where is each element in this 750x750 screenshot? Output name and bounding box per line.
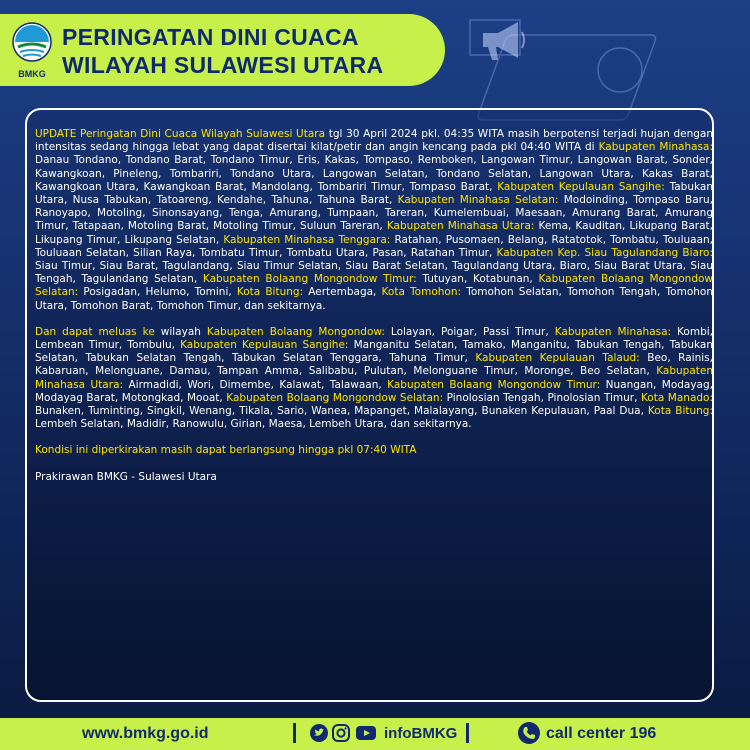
page-title <box>62 23 383 79</box>
region-label: Kota Manado: <box>640 391 714 404</box>
region-label: Kota Bitung: <box>647 405 713 418</box>
district-list: Nuangan, Modayag, Modayag Barat, Motongkad, Mooat, <box>35 378 713 404</box>
instagram-icon[interactable] <box>332 724 350 742</box>
district-list: Tutuyan, Kotabunan, <box>416 273 539 286</box>
region-label: UPDATE Peringatan Dini Cuaca Wilayah Sulawesi Utara <box>35 128 326 140</box>
warning-paragraph-1 <box>35 128 713 313</box>
footer-separator <box>466 723 469 743</box>
phone-icon <box>518 722 540 744</box>
megaphone-icon <box>478 18 528 63</box>
district-list: Kema, Kauditan, Likupang Barat, Likupang Timur, Likupang Selatan, <box>35 220 713 246</box>
region-label: Kabupaten Kepulauan Talaud: <box>475 352 640 365</box>
footer-bar <box>0 718 750 750</box>
district-list: Tomohon Selatan, Tomohon Tengah, Tomohon Utara, Tomohon Barat, Tomohon Timur, dan sekitarnya. <box>35 286 713 312</box>
district-list: Bunaken, Tuminting, Singkil, Wenang, Tikala, Sario, Wanea, Mapanget, Malalayang, Bunaken Kepulauan, Paal Dua, <box>35 405 648 418</box>
region-label: Kabupaten Minahasa Utara: <box>386 220 535 233</box>
region-label: Kabupaten Kep. Siau Tagulandang Biaro: <box>496 246 713 259</box>
region-label: Kota Tomohon: <box>381 286 462 299</box>
region-label: Kabupaten Minahasa: <box>598 141 713 154</box>
district-list: Beo, Rainis, Kabaruan, Melonguane, Damau, Tampan Amma, Salibabu, Pulutan, Melonguane Timur, Moronge, Beo Selatan, <box>35 352 713 378</box>
region-label: Kabupaten Kepulauan Sangihe: <box>180 339 349 352</box>
district-list: Ratahan, Pusomaen, Belang, Ratatotok, Tombatu, Touluaan, Touluaan Selatan, Silian Raya, Tombatu Timur, Tombatu Utara, Pasan, Ratahan Timur, <box>35 233 713 259</box>
region-label: Kabupaten Bolaang Mongondow Selatan: <box>226 391 444 404</box>
district-list: Manganitu Selatan, Tamako, Manganitu, Tabukan Tengah, Tabukan Selatan, Tabukan Selatan Tengah, Tabukan Selatan Tenggara, Tahuna Timur, <box>35 339 714 365</box>
social-handle[interactable]: infoBMKG <box>384 725 458 742</box>
title-line-2: WILAYAH SULAWESI UTARA <box>62 52 384 78</box>
region-label: Kota Bitung: <box>236 286 304 299</box>
condition-text: Kondisi ini diperkirakan masih dapat berlangsung hingga pkl 07:40 WITA <box>35 444 417 457</box>
district-list: Kombi, Lembean Timur, Tombulu, <box>35 325 713 352</box>
district-list: Lembeh Selatan, Madidir, Ranowulu, Girian, Maesa, Lembeh Utara, dan sekitarnya. <box>35 418 472 431</box>
youtube-icon[interactable] <box>355 724 377 742</box>
footer-separator <box>293 723 296 743</box>
district-list: Aertembaga, <box>303 286 382 299</box>
region-label: Kabupaten Kepulauan Sangihe: <box>497 180 665 193</box>
website-link[interactable]: www.bmkg.go.id <box>82 725 209 742</box>
header-banner <box>0 14 445 86</box>
bmkg-logo <box>12 22 52 74</box>
district-list: Danau Tondano, Tondano Barat, Tondano Timur, Eris, Kakas, Tompaso, Remboken, Langowan Timur, Langowan Barat, Sonder, Kawangkoan, Pineleng, Tombariri, Tondano Utara, Langowan Selatan, Tondano Selatan, Langowan Utara, Kakas Barat, Kawangkoan Utara, Kawangkoan Barat, Mandolang, Tombariri Timur, Tompaso Barat, <box>35 154 713 193</box>
district-list: wilayah <box>154 325 207 338</box>
region-label: Kabupaten Bolaang Mongondow Selatan: <box>35 273 714 299</box>
district-list: Pinolosian Tengah, Pinolosian Timur, <box>443 391 641 404</box>
district-list: Lolayan, Poigar, Passi Timur, <box>384 325 555 338</box>
region-label: Kabupaten Minahasa Selatan: <box>397 194 559 207</box>
logo-text: BMKG <box>18 69 46 79</box>
district-list: Airmadidi, Wori, Dimembe, Kalawat, Talawaan, <box>123 378 388 391</box>
district-list: tgl 30 April 2024 pkl. 04:35 WITA masih berpotensi terjadi hujan dengan intensitas sedang hingga lebat yang dapat disertai kilat/petir dan angin kencang pada pkl 04:40 WITA di <box>35 128 713 154</box>
region-label: Kabupaten Bolaang Mongondow Timur: <box>202 273 417 286</box>
title-line-1: PERINGATAN DINI CUACA <box>62 24 359 50</box>
region-label: Kabupaten Minahasa: <box>554 325 672 338</box>
warning-content <box>35 128 713 497</box>
district-list: Posigadan, Helumo, Tomini, <box>78 286 237 299</box>
warning-paragraph-2 <box>35 326 713 432</box>
region-label: Dan dapat meluas ke <box>35 325 155 338</box>
district-list: Modoinding, Tompaso Baru, Ranoyapo, Motoling, Sinonsayang, Tenga, Amurang, Tumpaan, Tareran, Kumelembuai, Maesaan, Amurang Barat, Amurang Timur, Tatapaan, Motoling Barat, Motoling Timur, Suluun Tareran, <box>35 194 713 233</box>
region-label: Kabupaten Bolaang Mongondow Timur: <box>387 378 601 391</box>
twitter-icon[interactable] <box>310 724 328 742</box>
district-list: Siau Timur, Siau Barat, Tagulandang, Siau Timur Selatan, Siau Barat Selatan, Tagulandang Utara, Biaro, Siau Barat Utara, Siau Tengah, Tagulandang Selatan, <box>35 260 713 286</box>
region-label: Kabupaten Bolaang Mongondow: <box>206 325 385 338</box>
region-label: Kabupaten Minahasa Tenggara: <box>223 233 391 246</box>
signature: Prakirawan BMKG - Sulawesi Utara <box>35 470 217 483</box>
district-list: Tabukan Utara, Nusa Tabukan, Tatoareng, Kendahe, Tahuna, Tahuna Barat, <box>35 180 713 207</box>
region-label: Kabupaten Minahasa Utara: <box>35 365 713 391</box>
call-center[interactable]: call center 196 <box>546 725 657 742</box>
